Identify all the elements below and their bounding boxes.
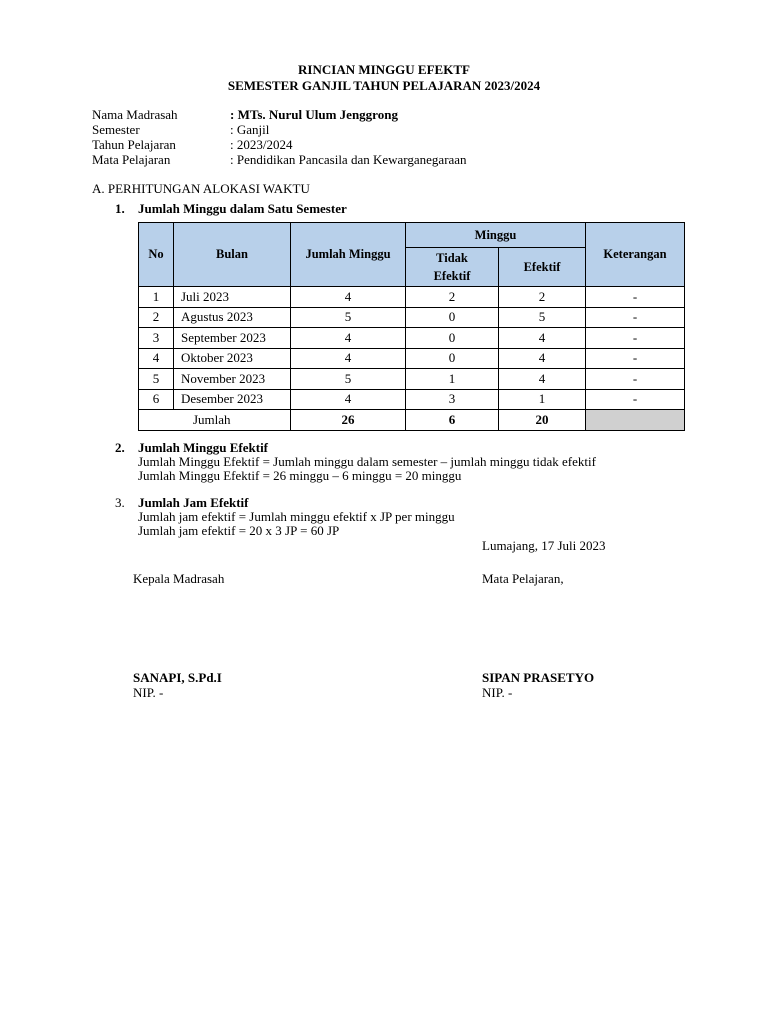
signer-right-name: SIPAN PRASETYO (482, 670, 595, 685)
total-efektif: 20 (499, 410, 586, 431)
cell-jumlah: 4 (291, 328, 406, 349)
cell-keterangan: - (586, 348, 685, 369)
cell-no: 2 (139, 307, 174, 328)
info-value-mapel: : Pendidikan Pancasila dan Kewarganegaraan (230, 152, 467, 167)
item1-number: 1. (115, 201, 125, 216)
header-tidak-efektif (406, 248, 499, 287)
cell-efektif: 2 (499, 287, 586, 308)
signer-left-nip: NIP. - (133, 685, 164, 700)
cell-efektif: 1 (499, 389, 586, 410)
header-minggu: Minggu (406, 223, 586, 248)
cell-tidak-efektif: 0 (406, 307, 499, 328)
cell-tidak-efektif: 0 (406, 328, 499, 349)
table-total-row (139, 410, 685, 431)
place-date: Lumajang, 17 Juli 2023 (482, 538, 606, 553)
cell-tidak-efektif: 3 (406, 389, 499, 410)
table-row (139, 328, 685, 349)
cell-keterangan: - (586, 307, 685, 328)
cell-keterangan: - (586, 389, 685, 410)
document-subtitle: SEMESTER GANJIL TAHUN PELAJARAN 2023/2024 (227, 78, 541, 93)
info-value-madrasah: : MTs. Nurul Ulum Jenggrong (230, 107, 398, 122)
header-bulan: Bulan (174, 223, 291, 287)
table-row (139, 307, 685, 328)
cell-keterangan: - (586, 328, 685, 349)
item3-number: 3. (115, 495, 125, 510)
total-keterangan-empty (586, 410, 685, 431)
cell-keterangan: - (586, 369, 685, 390)
cell-no: 5 (139, 369, 174, 390)
header-tidak-line2: Efektif (433, 269, 471, 283)
item3-calculation: Jumlah jam efektif = 20 x 3 JP = 60 JP (138, 523, 340, 538)
cell-no: 3 (139, 328, 174, 349)
info-label-tahun: Tahun Pelajaran (92, 137, 176, 152)
table-header-row (139, 223, 685, 248)
cell-bulan: Desember 2023 (174, 389, 291, 410)
cell-no: 4 (139, 348, 174, 369)
cell-tidak-efektif: 1 (406, 369, 499, 390)
table-row (139, 369, 685, 390)
cell-efektif: 4 (499, 369, 586, 390)
cell-jumlah: 4 (291, 389, 406, 410)
item2-calculation: Jumlah Minggu Efektif = 26 minggu – 6 minggu = 20 minggu (138, 468, 462, 483)
weeks-table (138, 222, 685, 431)
info-label-semester: Semester (92, 122, 140, 137)
info-value-tahun: : 2023/2024 (230, 137, 293, 152)
cell-no: 6 (139, 389, 174, 410)
table-row (139, 348, 685, 369)
cell-bulan: September 2023 (174, 328, 291, 349)
header-jumlah-minggu: Jumlah Minggu (291, 223, 406, 287)
header-efektif: Efektif (499, 248, 586, 287)
cell-efektif: 4 (499, 348, 586, 369)
total-tidak-efektif: 6 (406, 410, 499, 431)
cell-keterangan: - (586, 287, 685, 308)
item2-number: 2. (115, 440, 125, 455)
cell-no: 1 (139, 287, 174, 308)
item3-title: Jumlah Jam Efektif (138, 495, 249, 510)
total-jumlah: 26 (291, 410, 406, 431)
cell-jumlah: 5 (291, 307, 406, 328)
table-row (139, 287, 685, 308)
cell-efektif: 4 (499, 328, 586, 349)
table-row (139, 389, 685, 410)
cell-bulan: Juli 2023 (174, 287, 291, 308)
signer-left-name: SANAPI, S.Pd.I (133, 670, 222, 685)
item2-formula: Jumlah Minggu Efektif = Jumlah minggu dalam semester – jumlah minggu tidak efektif (138, 454, 596, 469)
header-keterangan: Keterangan (586, 223, 685, 287)
cell-bulan: November 2023 (174, 369, 291, 390)
cell-jumlah: 5 (291, 369, 406, 390)
cell-jumlah: 4 (291, 287, 406, 308)
cell-jumlah: 4 (291, 348, 406, 369)
total-label: Jumlah (139, 410, 291, 431)
info-value-semester: : Ganjil (230, 122, 270, 137)
header-no: No (139, 223, 174, 287)
cell-tidak-efektif: 2 (406, 287, 499, 308)
cell-efektif: 5 (499, 307, 586, 328)
signer-left-role: Kepala Madrasah (133, 571, 225, 586)
info-label-madrasah: Nama Madrasah (92, 107, 178, 122)
item1-title: Jumlah Minggu dalam Satu Semester (138, 201, 347, 216)
cell-bulan: Agustus 2023 (174, 307, 291, 328)
header-tidak-line1: Tidak (436, 251, 468, 265)
cell-tidak-efektif: 0 (406, 348, 499, 369)
signer-right-nip: NIP. - (482, 685, 513, 700)
info-label-mapel: Mata Pelajaran (92, 152, 171, 167)
item2-title: Jumlah Minggu Efektif (138, 440, 269, 455)
signer-right-role: Mata Pelajaran, (482, 571, 564, 586)
item3-formula: Jumlah jam efektif = Jumlah minggu efektif x JP per minggu (138, 509, 455, 524)
cell-bulan: Oktober 2023 (174, 348, 291, 369)
document-title: RINCIAN MINGGU EFEKTF (298, 62, 470, 77)
section-a-heading: A. PERHITUNGAN ALOKASI WAKTU (92, 181, 310, 196)
